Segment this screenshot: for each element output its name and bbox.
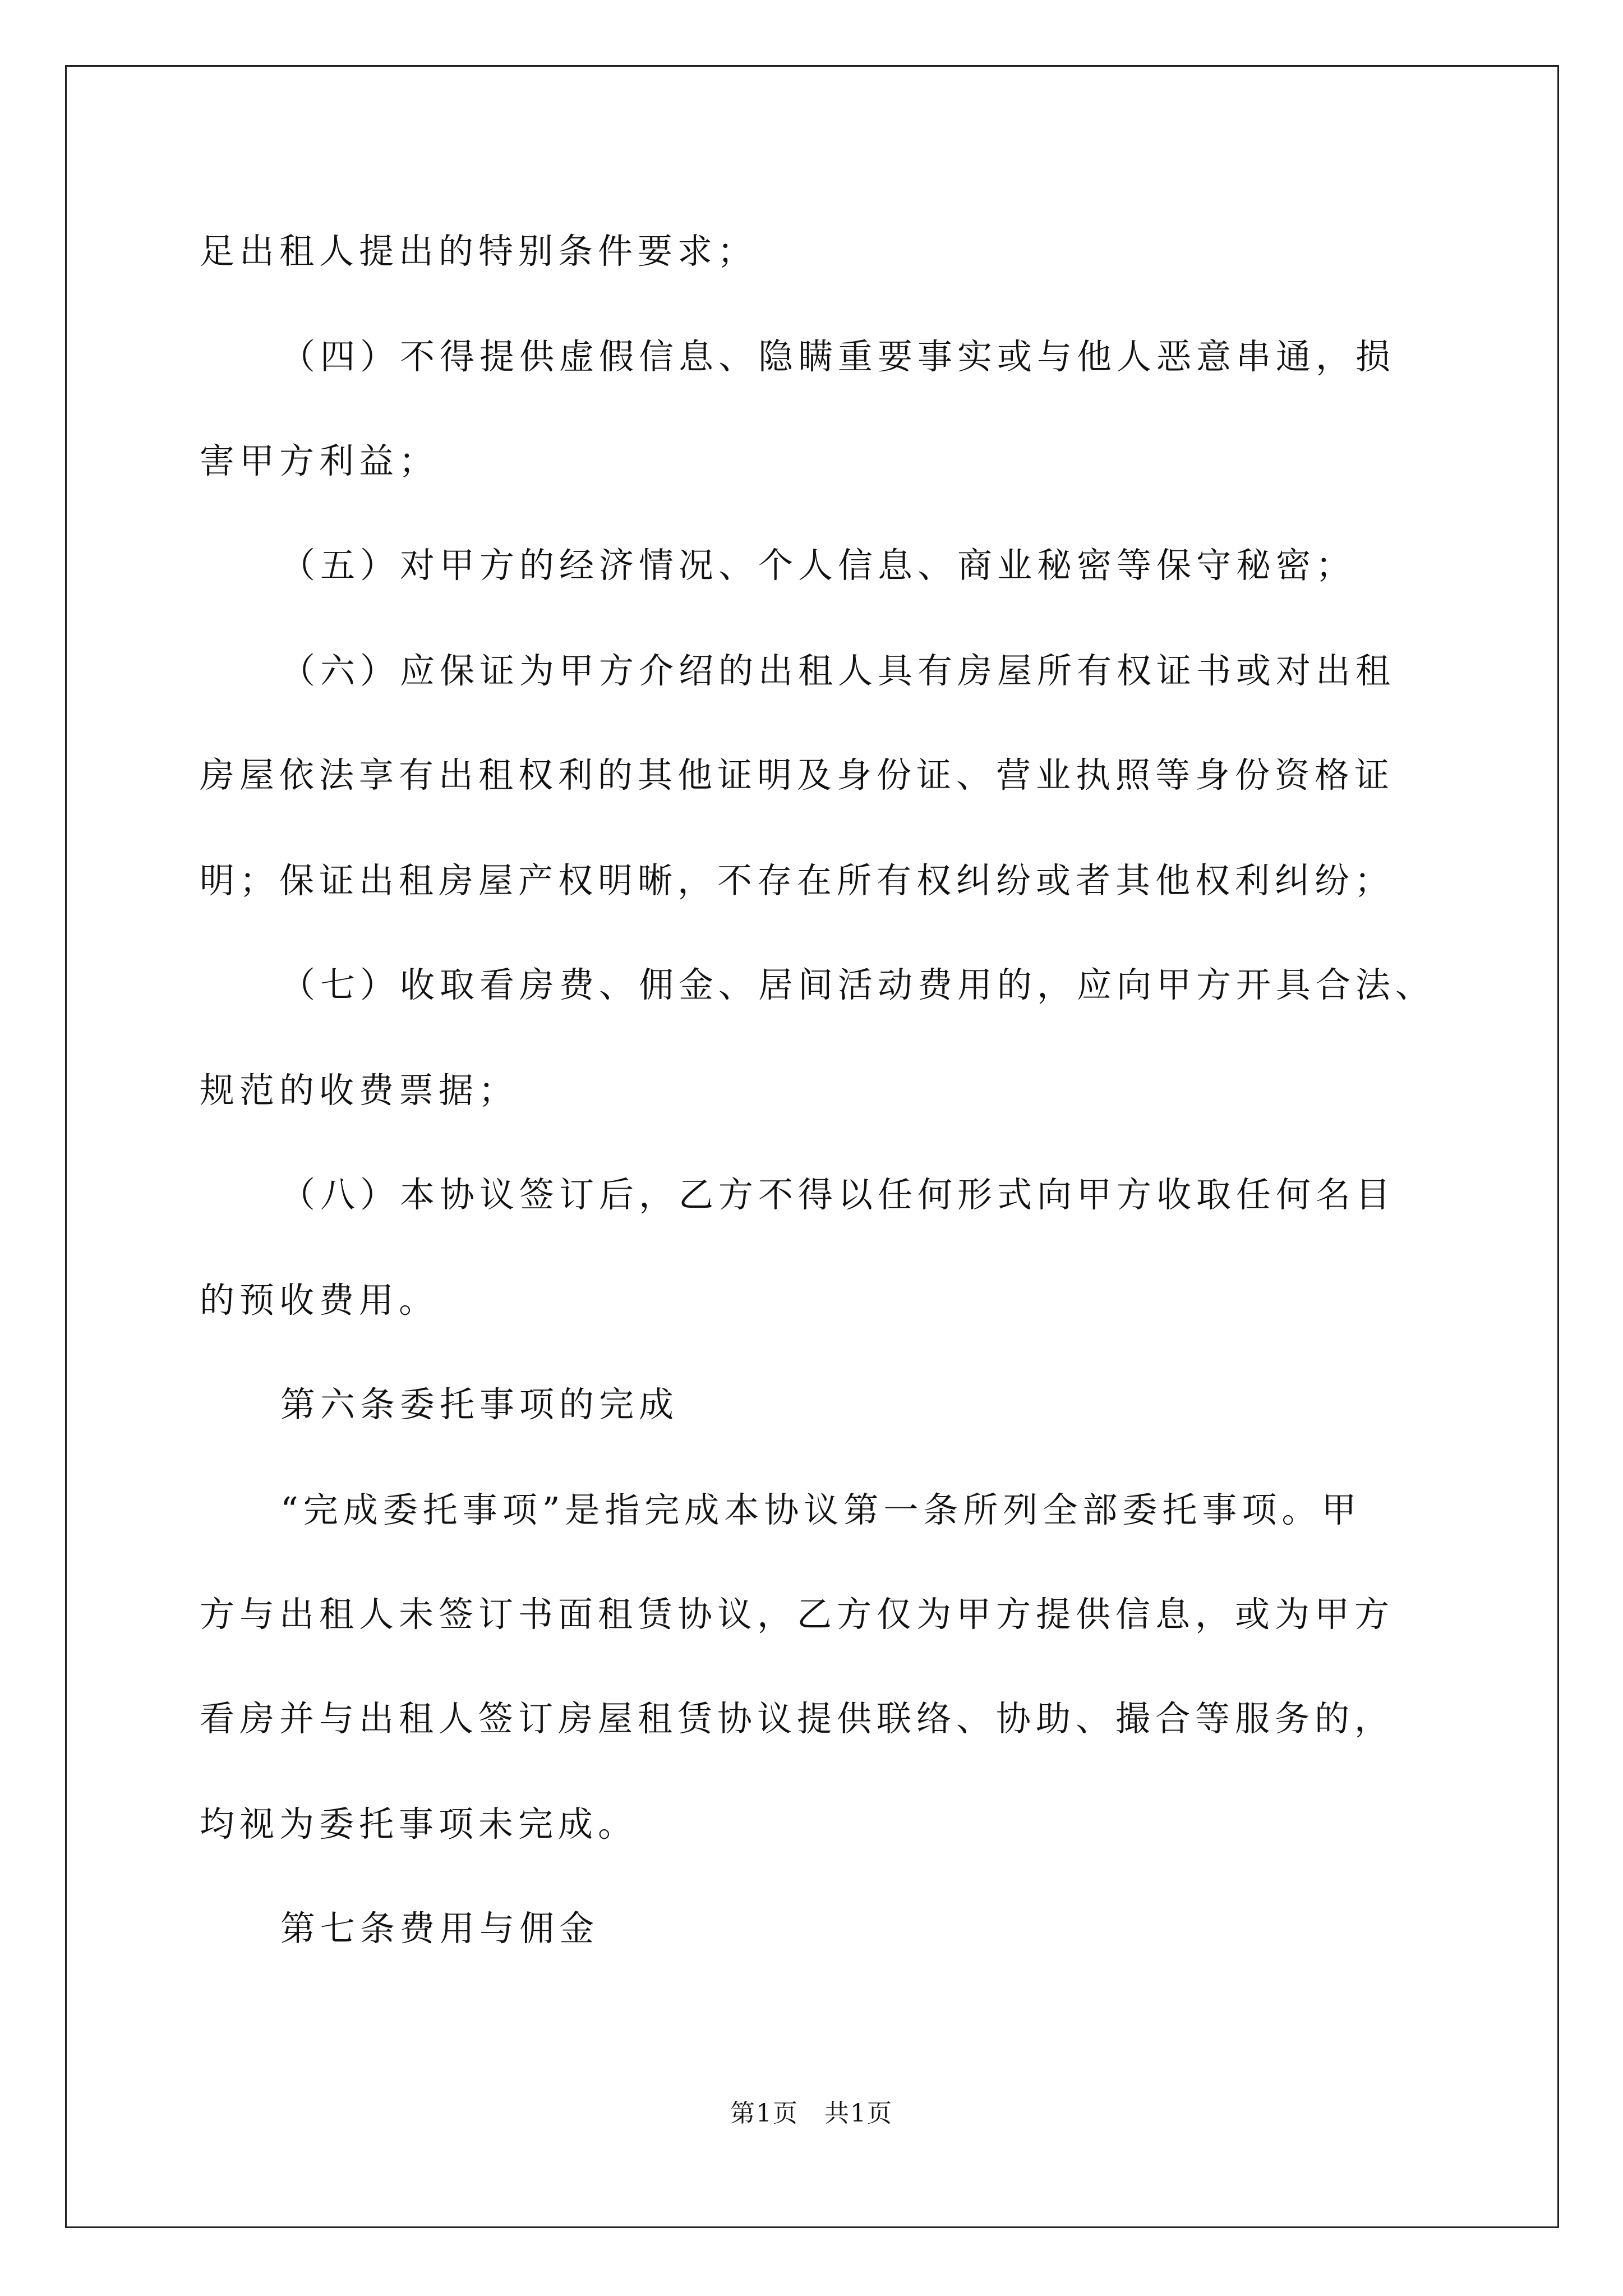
section-heading: 第七条费用与佣金 bbox=[280, 1908, 600, 1949]
paragraph-line: 看房并与出租人签订房屋租赁协议提供联络、协助、撮合等服务的， bbox=[200, 1698, 1395, 1739]
paragraph-line: 方与出租人未签订书面租赁协议，乙方仅为甲方提供信息，或为甲方 bbox=[200, 1594, 1395, 1635]
paragraph-line: 明；保证出租房屋产权明晰，不存在所有权纠纷或者其他权利纠纷； bbox=[200, 860, 1395, 901]
paragraph-line: （四）不得提供虚假信息、隐瞒重要事实或与他人恶意串通，损 bbox=[280, 336, 1396, 377]
paragraph-line: 房屋依法享有出租权利的其他证明及身份证、营业执照等身份资格证 bbox=[200, 754, 1395, 795]
paragraph-line: 规范的收费票据； bbox=[200, 1070, 519, 1111]
page-footer: 第1页 共1页 bbox=[730, 2099, 893, 2128]
paragraph-line: 足出租人提出的特别条件要求； bbox=[200, 231, 758, 272]
paragraph-line: 的预收费用。 bbox=[200, 1280, 439, 1320]
page-border bbox=[65, 65, 1559, 2228]
paragraph-line: （八）本协议签订后，乙方不得以任何形式向甲方收取任何名目 bbox=[280, 1174, 1396, 1215]
paragraph-line: “完成委托事项”是指完成本协议第一条所列全部委托事项。甲 bbox=[280, 1489, 1362, 1530]
section-heading: 第六条委托事项的完成 bbox=[280, 1384, 679, 1425]
paragraph-line: （五）对甲方的经济情况、个人信息、商业秘密等保守秘密； bbox=[280, 545, 1356, 586]
paragraph-line: 害甲方利益； bbox=[200, 440, 439, 481]
paragraph-line: （七）收取看房费、佣金、居间活动费用的，应向甲方开具合法、 bbox=[280, 964, 1436, 1005]
paragraph-line: （六）应保证为甲方介绍的出租人具有房屋所有权证书或对出租 bbox=[280, 650, 1396, 691]
paragraph-line: 均视为委托事项未完成。 bbox=[200, 1803, 638, 1844]
